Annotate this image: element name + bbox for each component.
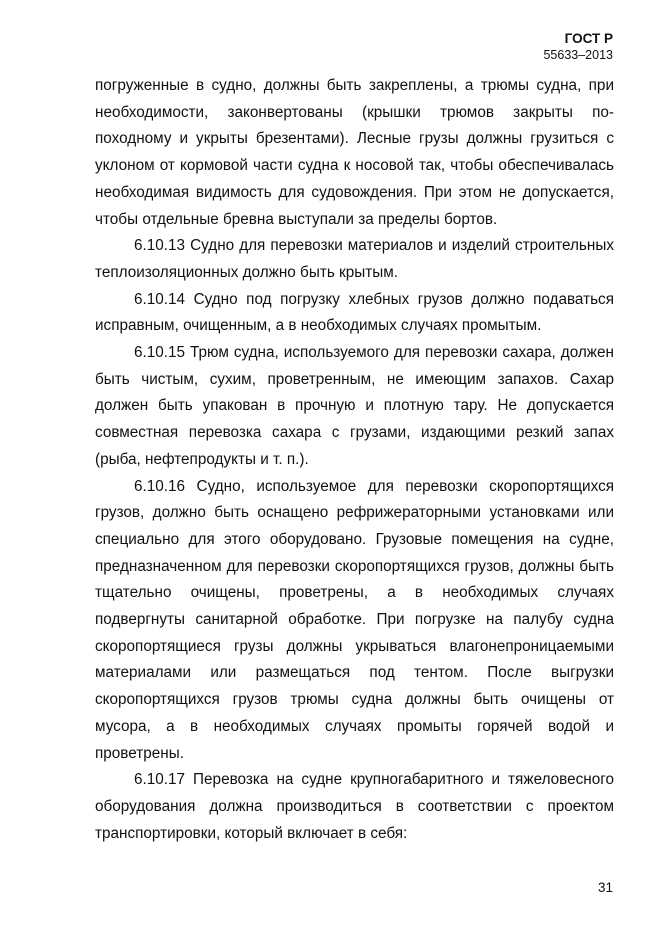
page-header [543,30,613,64]
paragraph-continuation: погруженные в судно, должны быть закреплены, а трюмы судна, при необходимости, законвертованы (крышки трюмов закрыты по-походному и укрыты брезентами). Лесные грузы должны грузиться с уклоном от кормовой части судна к носовой так, чтобы обеспечивалась необходимая видимость для судовождения. При этом не допускается, чтобы отдельные бревна выступали за пределы бортов. [95,77,614,228]
paragraph-6-10-13: 6.10.13 Судно для перевозки материалов и изделий строительных теплоизоляционных должно быть крытым. [95,237,614,281]
paragraph-6-10-16: 6.10.16 Судно, используемое для перевозки скоропортящихся грузов, должно быть оснащено рефрижераторными установками или специально для этого оборудовано. Грузовые помещения на судне, предназначенном для перевозки скоропортящихся грузов, должны быть тщательно очищены, проветрены, а в необходимых случаях подвергнуты санитарной обработке. При погрузке на палубу судна скоропортящиеся грузы должны укрываться влагонепроницаемыми материалами или размещаться под тентом. После выгрузки скоропортящихся грузов трюмы судна должны быть очищены от мусора, а в необходимых случаях промыты горячей водой и проветрены. [95,477,614,762]
standard-designation: ГОСТ Р [564,31,613,46]
paragraph-6-10-15: 6.10.15 Трюм судна, используемого для перевозки сахара, должен быть чистым, сухим, проветренным, не имеющим запахов. Сахар должен быть упакован в прочную и плотную тару. Не допускается совместная перевозка сахара с грузами, издающими резкий запах (рыба, нефтепродукты и т. п.). [95,344,614,468]
paragraph-6-10-14: 6.10.14 Судно под погрузку хлебных грузов должно подаваться исправным, очищенным, а в необходимых случаях промытым. [95,290,614,335]
page-number: 31 [597,880,613,895]
paragraph-6-10-17: 6.10.17 Перевозка на судне крупногабаритного и тяжеловесного оборудования должна производиться в соответствии с проектом транспортировки, который включает в себя: [95,771,614,842]
standard-number: 55633–2013 [543,48,613,62]
document-body [95,73,614,847]
